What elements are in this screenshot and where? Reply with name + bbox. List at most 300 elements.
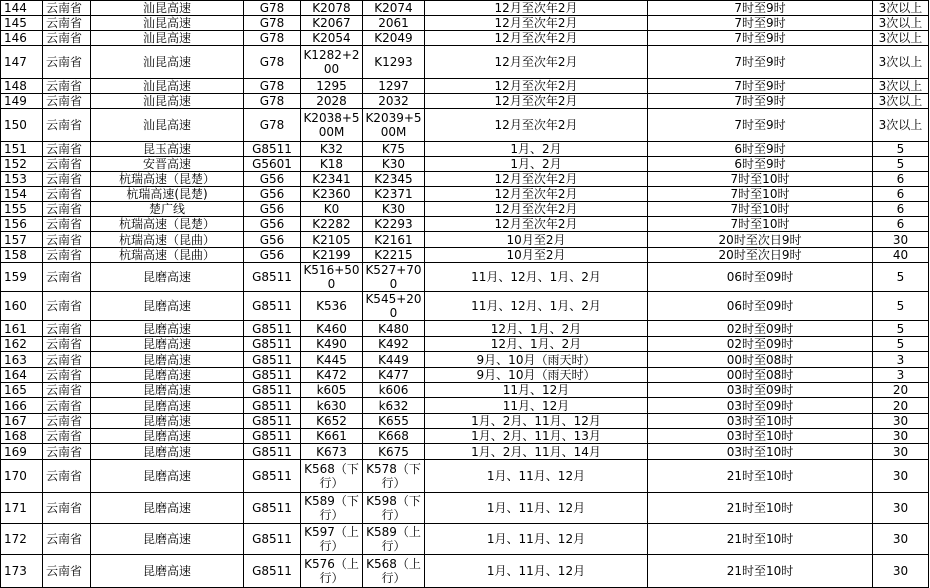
road-code-cell: G8511 (244, 383, 301, 398)
count-cell: 3次以上 (873, 94, 929, 109)
count-cell: 6 (873, 172, 929, 187)
count-cell: 30 (873, 414, 929, 429)
count-cell: 3次以上 (873, 79, 929, 94)
start-stake-cell: K652 (301, 414, 363, 429)
road-name-cell: 昆磨高速 (91, 414, 244, 429)
months-cell: 10月至2月 (425, 232, 648, 248)
table-row (1, 142, 929, 157)
hours-cell: 7时至9时 (648, 94, 873, 109)
hours-cell: 7时至9时 (648, 46, 873, 79)
hours-cell: 21时至10时 (648, 555, 873, 588)
start-stake-cell: K472 (301, 368, 363, 383)
start-stake-cell: 2028 (301, 94, 363, 109)
row-number-cell: 162 (1, 337, 43, 352)
road-name-cell: 昆磨高速 (91, 555, 244, 588)
end-stake-cell: K2293 (363, 217, 425, 232)
count-cell: 5 (873, 142, 929, 157)
hours-cell: 03时至09时 (648, 383, 873, 398)
table-row (1, 429, 929, 444)
province-cell: 云南省 (43, 398, 91, 414)
end-stake-cell: K2039+500M (363, 109, 425, 142)
table-row (1, 383, 929, 398)
count-cell: 30 (873, 493, 929, 524)
count-cell: 3次以上 (873, 31, 929, 46)
table-body (1, 1, 929, 588)
row-number-cell: 144 (1, 1, 43, 16)
start-stake-cell: K2105 (301, 232, 363, 248)
start-stake-cell: K2067 (301, 16, 363, 31)
road-name-cell: 昆磨高速 (91, 263, 244, 292)
table-row (1, 31, 929, 46)
row-number-cell: 161 (1, 321, 43, 337)
table-row (1, 337, 929, 352)
row-number-cell: 171 (1, 493, 43, 524)
start-stake-cell: K568（下行） (301, 460, 363, 493)
start-stake-cell: k630 (301, 398, 363, 414)
province-cell: 云南省 (43, 352, 91, 368)
start-stake-cell: K589（下行） (301, 493, 363, 524)
hours-cell: 6时至9时 (648, 157, 873, 172)
hours-cell: 7时至9时 (648, 16, 873, 31)
row-number-cell: 158 (1, 248, 43, 263)
road-name-cell: 昆磨高速 (91, 493, 244, 524)
road-name-cell: 安晋高速 (91, 157, 244, 172)
count-cell: 3次以上 (873, 1, 929, 16)
start-stake-cell: K536 (301, 292, 363, 321)
hours-cell: 7时至10时 (648, 217, 873, 232)
start-stake-cell: K445 (301, 352, 363, 368)
start-stake-cell: K18 (301, 157, 363, 172)
road-name-cell: 昆磨高速 (91, 429, 244, 444)
count-cell: 30 (873, 460, 929, 493)
row-number-cell: 146 (1, 31, 43, 46)
table-row (1, 1, 929, 16)
road-name-cell: 昆磨高速 (91, 368, 244, 383)
months-cell: 1月、11月、12月 (425, 493, 648, 524)
hours-cell: 03时至10时 (648, 429, 873, 444)
end-stake-cell: 1297 (363, 79, 425, 94)
province-cell: 云南省 (43, 79, 91, 94)
months-cell: 12月、1月、2月 (425, 321, 648, 337)
start-stake-cell: K0 (301, 202, 363, 217)
road-code-cell: G8511 (244, 398, 301, 414)
row-number-cell: 147 (1, 46, 43, 79)
row-number-cell: 160 (1, 292, 43, 321)
road-code-cell: G8511 (244, 460, 301, 493)
count-cell: 20 (873, 398, 929, 414)
row-number-cell: 155 (1, 202, 43, 217)
end-stake-cell: K1293 (363, 46, 425, 79)
province-cell: 云南省 (43, 321, 91, 337)
row-number-cell: 164 (1, 368, 43, 383)
road-name-cell: 昆磨高速 (91, 524, 244, 555)
road-code-cell: G8511 (244, 368, 301, 383)
road-code-cell: G8511 (244, 414, 301, 429)
months-cell: 11月、12月 (425, 383, 648, 398)
province-cell: 云南省 (43, 444, 91, 460)
row-number-cell: 151 (1, 142, 43, 157)
table-row (1, 444, 929, 460)
road-code-cell: G78 (244, 79, 301, 94)
road-name-cell: 汕昆高速 (91, 16, 244, 31)
hours-cell: 21时至10时 (648, 460, 873, 493)
row-number-cell: 172 (1, 524, 43, 555)
end-stake-cell: K655 (363, 414, 425, 429)
count-cell: 5 (873, 292, 929, 321)
months-cell: 12月至次年2月 (425, 1, 648, 16)
table-row (1, 263, 929, 292)
road-name-cell: 杭瑞高速（昆曲） (91, 248, 244, 263)
road-name-cell: 昆磨高速 (91, 321, 244, 337)
end-stake-cell: K2345 (363, 172, 425, 187)
count-cell: 3 (873, 352, 929, 368)
row-number-cell: 152 (1, 157, 43, 172)
province-cell: 云南省 (43, 217, 91, 232)
table-row (1, 460, 929, 493)
count-cell: 5 (873, 321, 929, 337)
row-number-cell: 156 (1, 217, 43, 232)
province-cell: 云南省 (43, 94, 91, 109)
road-name-cell: 杭瑞高速（昆曲） (91, 232, 244, 248)
road-code-cell: G78 (244, 1, 301, 16)
end-stake-cell: K578（下行） (363, 460, 425, 493)
road-code-cell: G8511 (244, 493, 301, 524)
hours-cell: 7时至9时 (648, 1, 873, 16)
months-cell: 12月、1月、2月 (425, 337, 648, 352)
province-cell: 云南省 (43, 460, 91, 493)
count-cell: 5 (873, 337, 929, 352)
road-code-cell: G78 (244, 46, 301, 79)
hours-cell: 03时至09时 (648, 398, 873, 414)
road-name-cell: 汕昆高速 (91, 79, 244, 94)
table-row (1, 524, 929, 555)
months-cell: 9月、10月（雨天时） (425, 352, 648, 368)
start-stake-cell: K490 (301, 337, 363, 352)
hours-cell: 00时至08时 (648, 352, 873, 368)
row-number-cell: 169 (1, 444, 43, 460)
road-code-cell: G8511 (244, 263, 301, 292)
months-cell: 9月、10月（雨天时） (425, 368, 648, 383)
end-stake-cell: 2061 (363, 16, 425, 31)
province-cell: 云南省 (43, 46, 91, 79)
province-cell: 云南省 (43, 142, 91, 157)
start-stake-cell: K2282 (301, 217, 363, 232)
end-stake-cell: K568（上行） (363, 555, 425, 588)
table-row (1, 352, 929, 368)
table-row (1, 368, 929, 383)
table-row (1, 555, 929, 588)
count-cell: 3 (873, 368, 929, 383)
count-cell: 30 (873, 429, 929, 444)
table-row (1, 248, 929, 263)
end-stake-cell: K492 (363, 337, 425, 352)
hours-cell: 00时至08时 (648, 368, 873, 383)
end-stake-cell: K480 (363, 321, 425, 337)
start-stake-cell: K32 (301, 142, 363, 157)
end-stake-cell: K2074 (363, 1, 425, 16)
count-cell: 6 (873, 202, 929, 217)
start-stake-cell: K2054 (301, 31, 363, 46)
province-cell: 云南省 (43, 292, 91, 321)
province-cell: 云南省 (43, 16, 91, 31)
table-row (1, 172, 929, 187)
months-cell: 1月、2月、11月、13月 (425, 429, 648, 444)
start-stake-cell: K2038+500M (301, 109, 363, 142)
road-code-cell: G78 (244, 16, 301, 31)
road-code-cell: G8511 (244, 337, 301, 352)
end-stake-cell: K2049 (363, 31, 425, 46)
end-stake-cell: K75 (363, 142, 425, 157)
table-row (1, 217, 929, 232)
row-number-cell: 145 (1, 16, 43, 31)
road-code-cell: G56 (244, 202, 301, 217)
start-stake-cell: K460 (301, 321, 363, 337)
road-code-cell: G8511 (244, 444, 301, 460)
road-name-cell: 昆玉高速 (91, 142, 244, 157)
hours-cell: 7时至9时 (648, 109, 873, 142)
table-row (1, 109, 929, 142)
road-name-cell: 昆磨高速 (91, 383, 244, 398)
end-stake-cell: K589（上行） (363, 524, 425, 555)
count-cell: 6 (873, 187, 929, 202)
road-name-cell: 昆磨高速 (91, 444, 244, 460)
table-row (1, 79, 929, 94)
months-cell: 1月、11月、12月 (425, 460, 648, 493)
count-cell: 5 (873, 263, 929, 292)
months-cell: 1月、2月 (425, 142, 648, 157)
count-cell: 3次以上 (873, 16, 929, 31)
hours-cell: 6时至9时 (648, 142, 873, 157)
months-cell: 12月至次年2月 (425, 187, 648, 202)
row-number-cell: 157 (1, 232, 43, 248)
end-stake-cell: k606 (363, 383, 425, 398)
months-cell: 1月、2月、11月、12月 (425, 414, 648, 429)
road-code-cell: G78 (244, 109, 301, 142)
table-row (1, 16, 929, 31)
count-cell: 3次以上 (873, 46, 929, 79)
months-cell: 12月至次年2月 (425, 94, 648, 109)
road-code-cell: G78 (244, 31, 301, 46)
months-cell: 1月、2月 (425, 157, 648, 172)
end-stake-cell: K2161 (363, 232, 425, 248)
road-code-cell: G56 (244, 248, 301, 263)
months-cell: 11月、12月 (425, 398, 648, 414)
end-stake-cell: K668 (363, 429, 425, 444)
months-cell: 12月至次年2月 (425, 46, 648, 79)
province-cell: 云南省 (43, 337, 91, 352)
months-cell: 11月、12月、1月、2月 (425, 263, 648, 292)
road-code-cell: G56 (244, 187, 301, 202)
hours-cell: 7时至9时 (648, 31, 873, 46)
start-stake-cell: K673 (301, 444, 363, 460)
road-code-cell: G56 (244, 232, 301, 248)
province-cell: 云南省 (43, 524, 91, 555)
province-cell: 云南省 (43, 109, 91, 142)
months-cell: 12月至次年2月 (425, 16, 648, 31)
province-cell: 云南省 (43, 232, 91, 248)
road-code-cell: G8511 (244, 555, 301, 588)
road-code-cell: G8511 (244, 142, 301, 157)
road-code-cell: G8511 (244, 429, 301, 444)
months-cell: 1月、11月、12月 (425, 524, 648, 555)
start-stake-cell: K576（上行） (301, 555, 363, 588)
road-name-cell: 汕昆高速 (91, 31, 244, 46)
table-row (1, 292, 929, 321)
road-name-cell: 昆磨高速 (91, 460, 244, 493)
road-name-cell: 昆磨高速 (91, 337, 244, 352)
province-cell: 云南省 (43, 157, 91, 172)
road-name-cell: 杭瑞高速（昆楚） (91, 217, 244, 232)
hours-cell: 03时至10时 (648, 414, 873, 429)
hours-cell: 7时至10时 (648, 187, 873, 202)
end-stake-cell: K598（下行） (363, 493, 425, 524)
row-number-cell: 163 (1, 352, 43, 368)
road-code-cell: G56 (244, 172, 301, 187)
start-stake-cell: 1295 (301, 79, 363, 94)
end-stake-cell: 2032 (363, 94, 425, 109)
count-cell: 6 (873, 217, 929, 232)
end-stake-cell: K30 (363, 202, 425, 217)
table-row (1, 46, 929, 79)
count-cell: 30 (873, 555, 929, 588)
start-stake-cell: K661 (301, 429, 363, 444)
start-stake-cell: K597（上行） (301, 524, 363, 555)
province-cell: 云南省 (43, 31, 91, 46)
row-number-cell: 148 (1, 79, 43, 94)
count-cell: 30 (873, 444, 929, 460)
months-cell: 1月、2月、11月、14月 (425, 444, 648, 460)
count-cell: 5 (873, 157, 929, 172)
road-name-cell: 杭瑞高速（昆楚） (91, 172, 244, 187)
road-code-cell: G5601 (244, 157, 301, 172)
start-stake-cell: K2078 (301, 1, 363, 16)
hours-cell: 20时至次日9时 (648, 232, 873, 248)
months-cell: 12月至次年2月 (425, 217, 648, 232)
province-cell: 云南省 (43, 202, 91, 217)
table-row (1, 94, 929, 109)
road-name-cell: 汕昆高速 (91, 109, 244, 142)
start-stake-cell: K1282+200 (301, 46, 363, 79)
row-number-cell: 149 (1, 94, 43, 109)
road-name-cell: 昆磨高速 (91, 398, 244, 414)
province-cell: 云南省 (43, 263, 91, 292)
hours-cell: 7时至10时 (648, 202, 873, 217)
end-stake-cell: K449 (363, 352, 425, 368)
province-cell: 云南省 (43, 555, 91, 588)
hours-cell: 02时至09时 (648, 321, 873, 337)
count-cell: 30 (873, 524, 929, 555)
row-number-cell: 168 (1, 429, 43, 444)
hours-cell: 7时至10时 (648, 172, 873, 187)
table-row (1, 202, 929, 217)
months-cell: 12月至次年2月 (425, 79, 648, 94)
months-cell: 1月、11月、12月 (425, 555, 648, 588)
start-stake-cell: K2360 (301, 187, 363, 202)
province-cell: 云南省 (43, 414, 91, 429)
row-number-cell: 166 (1, 398, 43, 414)
row-number-cell: 153 (1, 172, 43, 187)
province-cell: 云南省 (43, 187, 91, 202)
hours-cell: 03时至10时 (648, 444, 873, 460)
road-name-cell: 汕昆高速 (91, 94, 244, 109)
province-cell: 云南省 (43, 172, 91, 187)
hours-cell: 06时至09时 (648, 263, 873, 292)
start-stake-cell: K2199 (301, 248, 363, 263)
start-stake-cell: k605 (301, 383, 363, 398)
hours-cell: 21时至10时 (648, 493, 873, 524)
count-cell: 20 (873, 383, 929, 398)
road-code-cell: G78 (244, 94, 301, 109)
count-cell: 30 (873, 232, 929, 248)
table-row (1, 232, 929, 248)
months-cell: 10月至2月 (425, 248, 648, 263)
row-number-cell: 167 (1, 414, 43, 429)
months-cell: 12月至次年2月 (425, 109, 648, 142)
province-cell: 云南省 (43, 383, 91, 398)
province-cell: 云南省 (43, 248, 91, 263)
road-name-cell: 昆磨高速 (91, 352, 244, 368)
end-stake-cell: K477 (363, 368, 425, 383)
row-number-cell: 173 (1, 555, 43, 588)
row-number-cell: 154 (1, 187, 43, 202)
road-name-cell: 汕昆高速 (91, 46, 244, 79)
table-row (1, 493, 929, 524)
months-cell: 12月至次年2月 (425, 31, 648, 46)
hours-cell: 02时至09时 (648, 337, 873, 352)
road-code-cell: G8511 (244, 292, 301, 321)
road-name-cell: 楚广线 (91, 202, 244, 217)
province-cell: 云南省 (43, 429, 91, 444)
count-cell: 3次以上 (873, 109, 929, 142)
row-number-cell: 165 (1, 383, 43, 398)
hours-cell: 20时至次日9时 (648, 248, 873, 263)
table-row (1, 321, 929, 337)
road-code-cell: G8511 (244, 321, 301, 337)
end-stake-cell: K527+700 (363, 263, 425, 292)
road-code-cell: G56 (244, 217, 301, 232)
end-stake-cell: K2371 (363, 187, 425, 202)
table-row (1, 414, 929, 429)
hours-cell: 06时至09时 (648, 292, 873, 321)
province-cell: 云南省 (43, 1, 91, 16)
hours-cell: 21时至10时 (648, 524, 873, 555)
start-stake-cell: K516+500 (301, 263, 363, 292)
row-number-cell: 150 (1, 109, 43, 142)
months-cell: 12月至次年2月 (425, 172, 648, 187)
months-cell: 12月至次年2月 (425, 202, 648, 217)
table-row (1, 398, 929, 414)
count-cell: 40 (873, 248, 929, 263)
table-row (1, 187, 929, 202)
province-cell: 云南省 (43, 368, 91, 383)
end-stake-cell: K30 (363, 157, 425, 172)
hours-cell: 7时至9时 (648, 79, 873, 94)
road-code-cell: G8511 (244, 524, 301, 555)
road-name-cell: 杭瑞高速(昆楚) (91, 187, 244, 202)
end-stake-cell: K675 (363, 444, 425, 460)
start-stake-cell: K2341 (301, 172, 363, 187)
road-code-cell: G8511 (244, 352, 301, 368)
province-cell: 云南省 (43, 493, 91, 524)
months-cell: 11月、12月、1月、2月 (425, 292, 648, 321)
road-name-cell: 昆磨高速 (91, 292, 244, 321)
row-number-cell: 170 (1, 460, 43, 493)
row-number-cell: 159 (1, 263, 43, 292)
table-row (1, 157, 929, 172)
end-stake-cell: K545+200 (363, 292, 425, 321)
road-name-cell: 汕昆高速 (91, 1, 244, 16)
end-stake-cell: K2215 (363, 248, 425, 263)
